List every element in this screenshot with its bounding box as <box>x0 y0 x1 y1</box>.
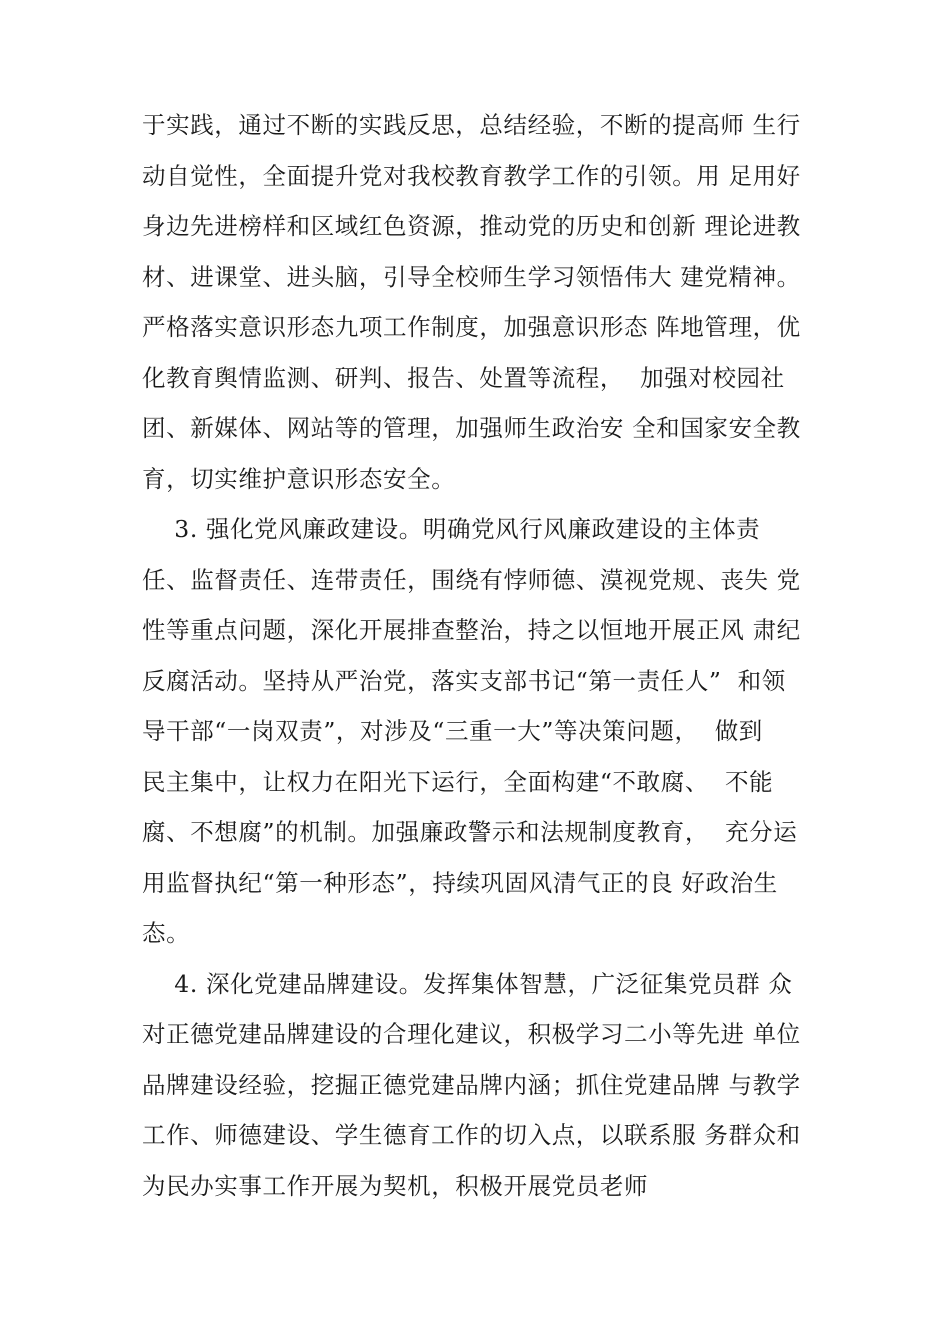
paragraph-brand <box>142 959 842 1212</box>
text-line: 3. 强化党风廉政建设。明确党风行风廉政建设的主体责 <box>142 515 761 543</box>
text-line: 性等重点问题，深化开展排查整治，持之以恒地开展正风 肃纪 <box>142 616 801 644</box>
text-line: 品牌建设经验，挖掘正德党建品牌内涵；抓住党建品牌 与教学 <box>142 1070 801 1099</box>
text-line: 反腐活动。坚持从严治党，落实支部书记“第一责任人” 和领 <box>142 666 786 695</box>
text-line: 任、监督责任、连带责任，围绕有悖师德、漠视党规、丧失 党 <box>142 565 801 594</box>
text-line: 材、进课堂、进头脑，引导全校师生学习领悟伟大 建党精神。 <box>142 262 801 291</box>
text-line: 动自觉性，全面提升党对我校教育教学工作的引领。用 足用好 <box>142 161 801 190</box>
text-line: 态。 <box>142 919 191 947</box>
text-line: 为民办实事工作开展为契机，积极开展党员老师 <box>142 1171 649 1200</box>
text-line: 民主集中，让权力在阳光下运行，全面构建“不敢腐、 不能 <box>142 767 774 796</box>
text-line: 导干部“一岗双责”，对涉及“三重一大”等决策问题， 做到 <box>142 717 763 745</box>
document-body <box>142 100 842 1211</box>
text-line: 对正德党建品牌建设的合理化建议，积极学习二小等先进 单位 <box>142 1020 801 1048</box>
paragraph-ideology <box>142 100 842 504</box>
text-line: 腐、不想腐”的机制。加强廉政警示和法规制度教育， 充分运 <box>142 818 798 846</box>
text-line: 育，切实维护意识形态安全。 <box>142 464 456 493</box>
text-line: 工作、师德建设、学生德育工作的切入点，以联系服 务群众和 <box>142 1121 801 1149</box>
text-line: 于实践，通过不断的实践反思，总结经验，不断的提高师 生行 <box>142 111 801 139</box>
text-line: 4. 深化党建品牌建设。发挥集体智慧，广泛征集党员群 众 <box>142 969 793 998</box>
text-line: 严格落实意识形态九项工作制度，加强意识形态 阵地管理，优 <box>142 313 801 341</box>
text-line: 身边先进榜样和区域红色资源，推动党的历史和创新 理论进教 <box>142 212 801 240</box>
text-line: 团、新媒体、网站等的管理，加强师生政治安 全和国家安全教 <box>142 414 801 442</box>
text-line: 用监督执纪“第一种形态”，持续巩固风清气正的良 好政治生 <box>142 868 778 897</box>
text-line: 化教育舆情监测、研判、报告、处置等流程， 加强对校园社 <box>142 363 785 392</box>
paragraph-integrity <box>142 504 842 959</box>
